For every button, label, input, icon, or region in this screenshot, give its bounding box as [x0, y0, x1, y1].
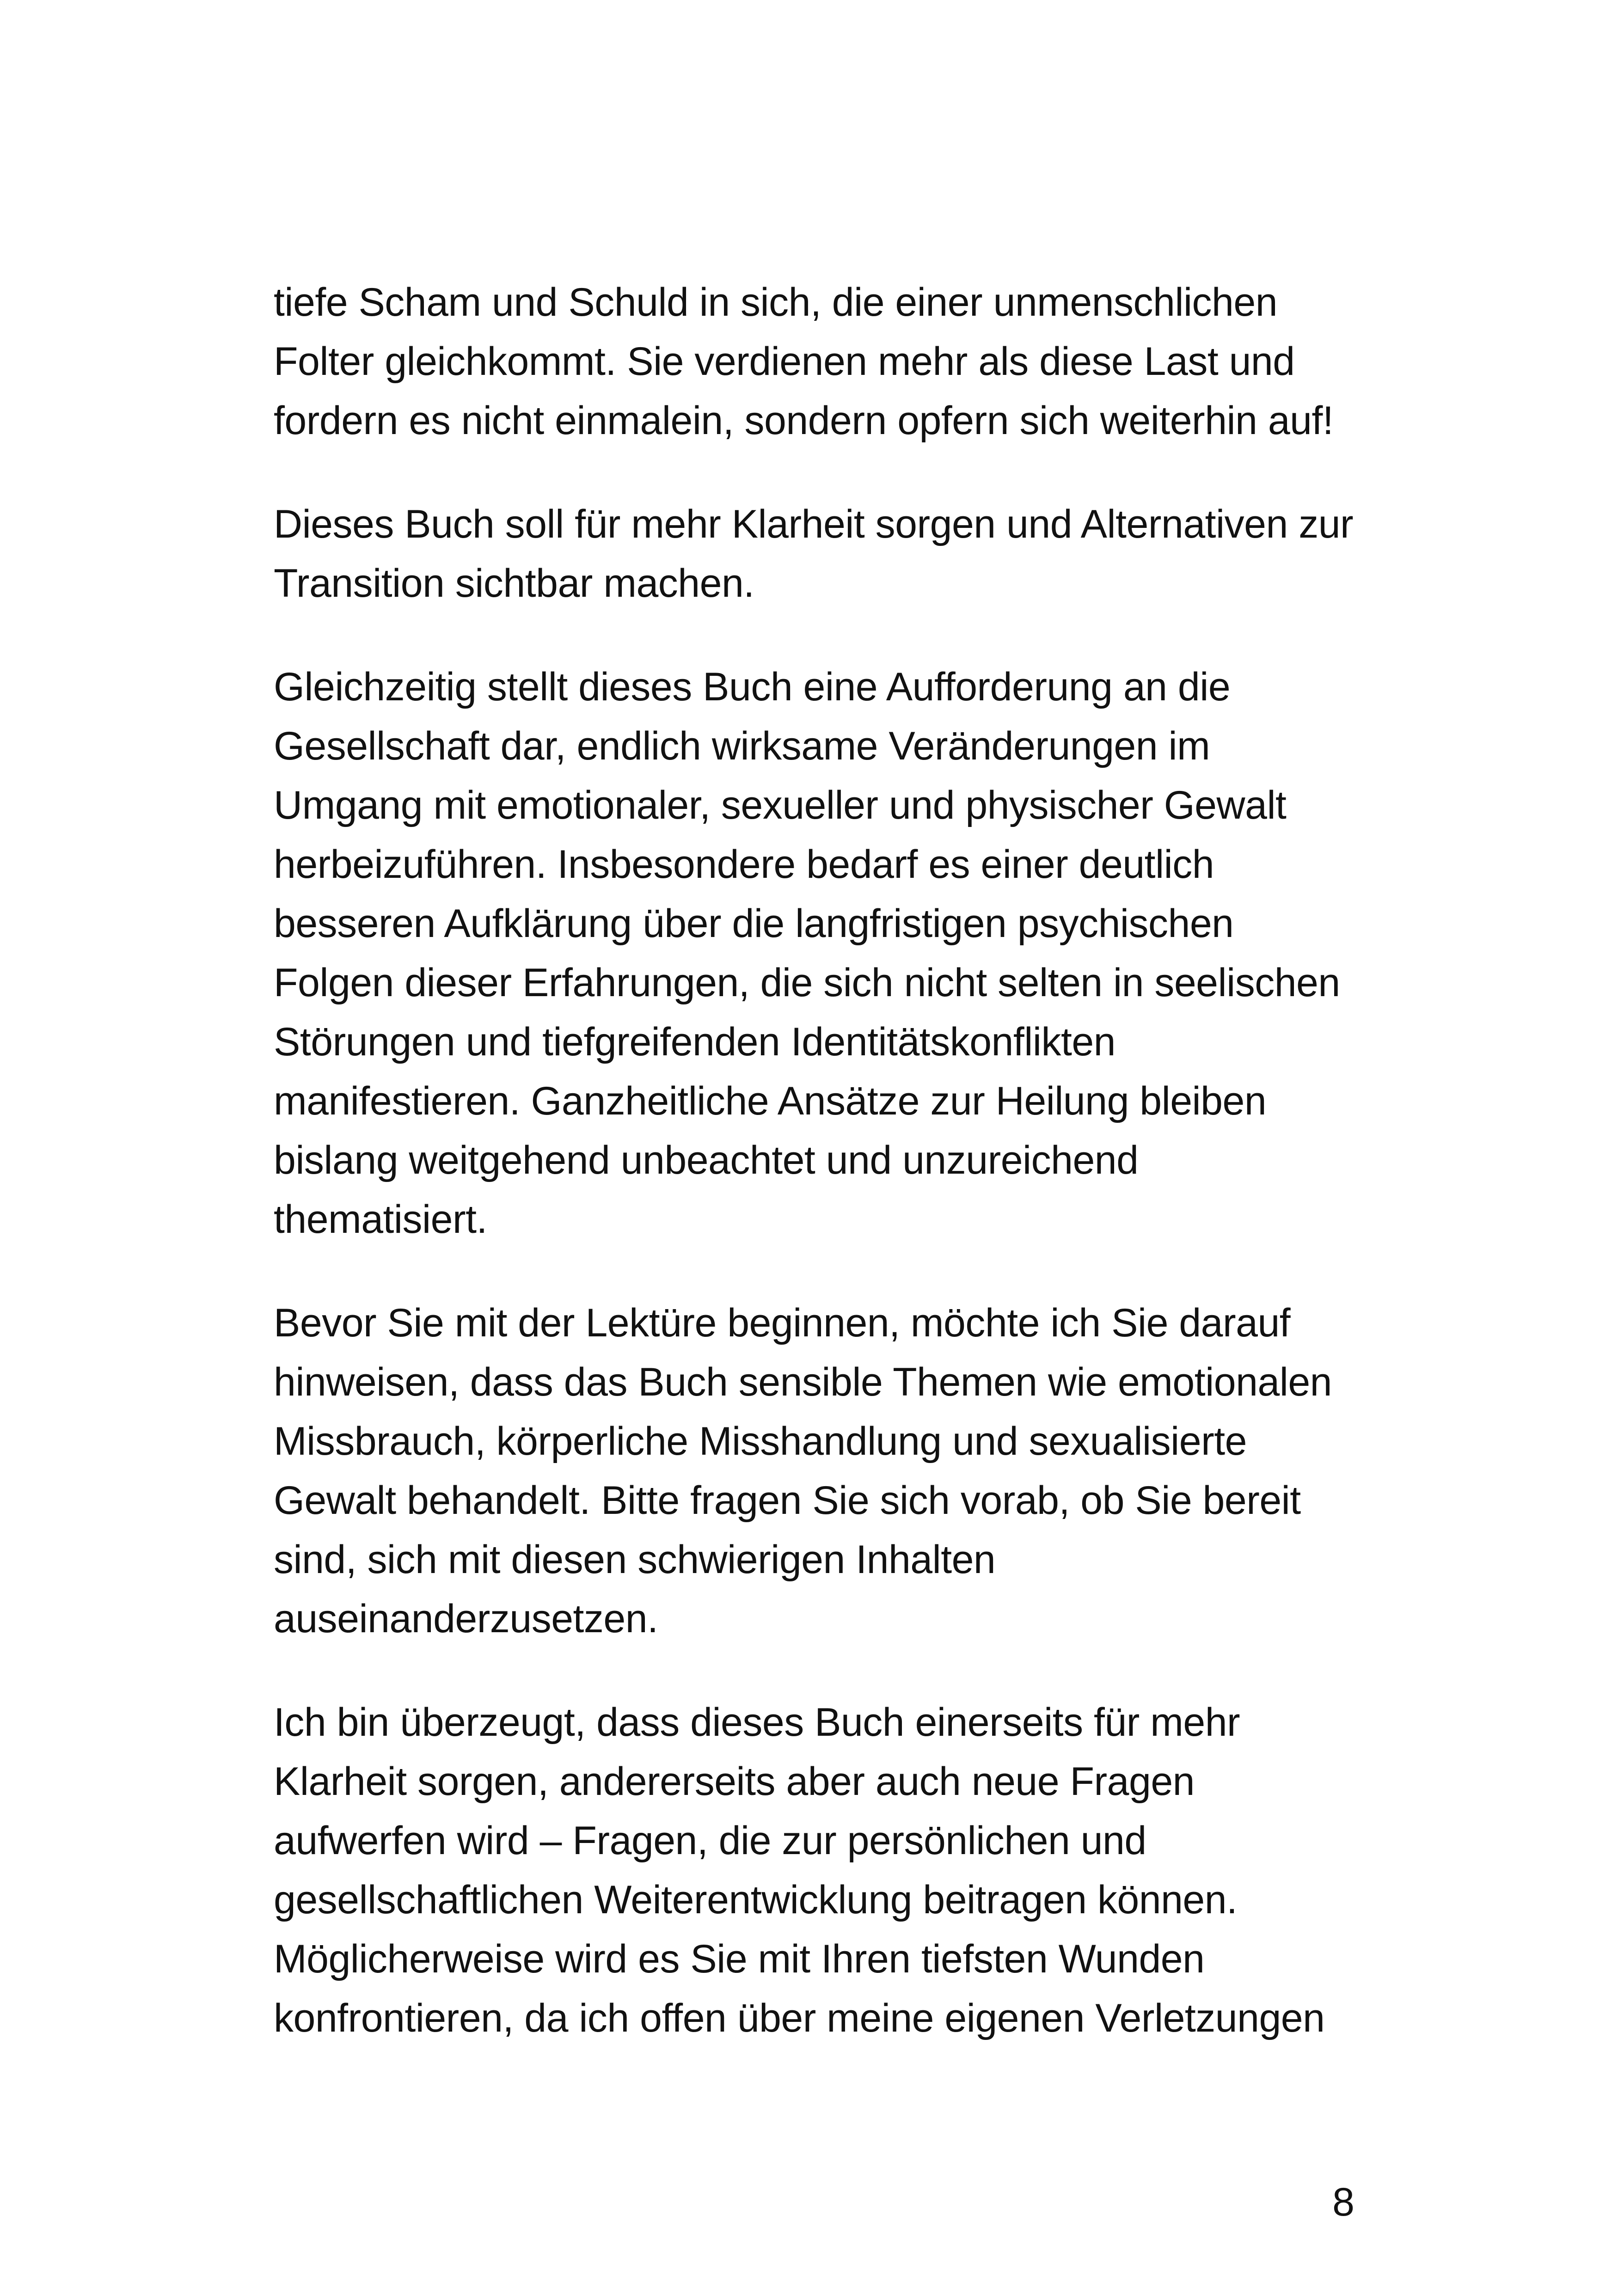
text-line: Gesellschaft dar, endlich wirksame Veränderungen im [274, 724, 1210, 768]
body-text [274, 273, 1374, 2092]
paragraph-1 [274, 273, 1374, 450]
text-line: bislang weitgehend unbeachtet und unzureichend [274, 1138, 1139, 1182]
text-line: Folter gleichkommt. Sie verdienen mehr als diese Last und [274, 339, 1295, 384]
paragraph-2 [274, 495, 1374, 613]
page-number: 8 [1332, 2180, 1354, 2224]
paragraph-5 [274, 1693, 1374, 2048]
text-line: auseinanderzusetzen. [274, 1597, 658, 1641]
text-line: hinweisen, dass das Buch sensible Themen wie emotionalen [274, 1360, 1332, 1404]
text-line: manifestieren. Ganzheitliche Ansätze zur Heilung bleiben [274, 1079, 1267, 1123]
text-line: Bevor Sie mit der Lektüre beginnen, möchte ich Sie darauf [274, 1301, 1291, 1345]
paragraph-4 [274, 1293, 1374, 1648]
text-line: Dieses Buch soll für mehr Klarheit sorgen und Alternativen zur [274, 502, 1354, 546]
text-line: Folgen dieser Erfahrungen, die sich nicht selten in seelischen [274, 961, 1340, 1005]
text-line: Gewalt behandelt. Bitte fragen Sie sich vorab, ob Sie bereit [274, 1478, 1301, 1523]
text-line: Transition sichtbar machen. [274, 561, 754, 606]
text-line: besseren Aufklärung über die langfristigen psychischen [274, 901, 1234, 946]
text-line: Störungen und tiefgreifenden Identitätskonflikten [274, 1020, 1116, 1064]
text-line: Umgang mit emotionaler, sexueller und physischer Gewalt [274, 783, 1287, 827]
text-line: sind, sich mit diesen schwierigen Inhalten [274, 1537, 996, 1582]
text-line: fordern es nicht einmalein, sondern opfern sich weiterhin auf! [274, 398, 1334, 443]
text-line: Klarheit sorgen, andererseits aber auch neue Fragen [274, 1759, 1195, 1804]
text-line: thematisiert. [274, 1197, 487, 1242]
text-line: gesellschaftlichen Weiterentwicklung beitragen können. [274, 1878, 1238, 1922]
text-line: Möglicherweise wird es Sie mit Ihren tiefsten Wunden [274, 1937, 1205, 1981]
text-line: tiefe Scham und Schuld in sich, die einer unmenschlichen [274, 280, 1278, 325]
paragraph-3 [274, 657, 1374, 1249]
text-line: herbeizuführen. Insbesondere bedarf es einer deutlich [274, 842, 1214, 887]
text-line: aufwerfen wird – Fragen, die zur persönlichen und [274, 1818, 1146, 1863]
text-line: Gleichzeitig stellt dieses Buch eine Aufforderung an die [274, 665, 1231, 709]
text-line: Ich bin überzeugt, dass dieses Buch einerseits für mehr [274, 1700, 1240, 1745]
text-line: konfrontieren, da ich offen über meine eigenen Verletzungen [274, 1996, 1325, 2040]
text-line: Missbrauch, körperliche Misshandlung und sexualisierte [274, 1419, 1247, 1463]
